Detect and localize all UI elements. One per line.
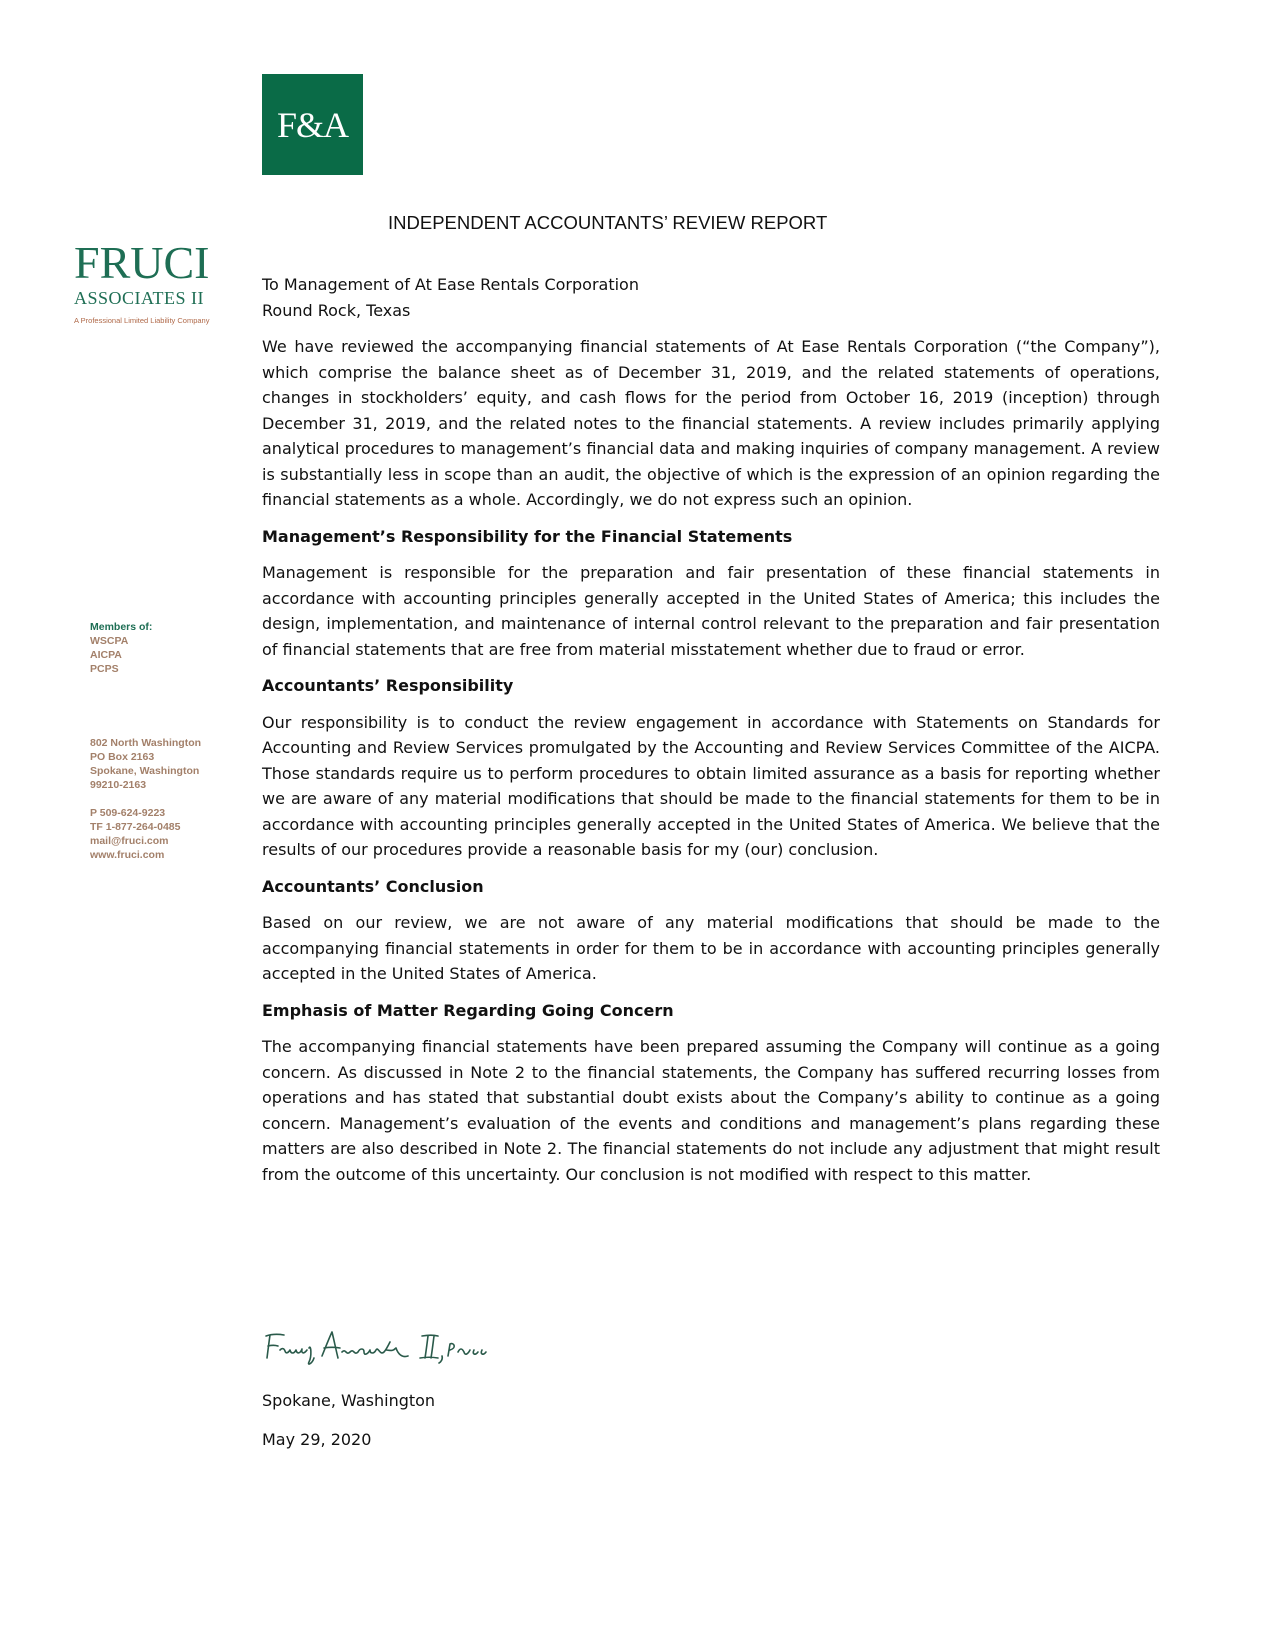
sidebar-memberships xyxy=(90,620,152,676)
intro-paragraph: We have reviewed the accompanying financial statements of At Ease Rentals Corporation (“the Company”), which comprise the balance sheet as of December 31, 2019, and the related statements of operations, changes in stockholders’ equity, and cash flows for the period from October 16, 2019 (inception) through December 31, 2019, and the related notes to the financial statements. A review includes primarily applying analytical procedures to management’s financial data and making inquiries of company management. A review is substantially less in scope than an audit, the objective of which is the expression of an opinion regarding the financial statements as a whole. Accordingly, we do not express such an opinion. xyxy=(262,337,1160,509)
section-heading: Accountants’ Responsibility xyxy=(262,676,514,695)
section-paragraph: Management is responsible for the preparation and fair presentation of these financial statements in accordance with accounting principles generally accepted in the United States of America; this includes the design, implementation, and maintenance of internal control relevant to the preparation and fair presentation of financial statements that are free from material misstatement whether due to fraud or error. xyxy=(262,563,1160,659)
section-paragraph: Based on our review, we are not aware of any material modifications that should be made to the accompanying financial statements in order for them to be in accordance with accounting principles generally accepted in the United States of America. xyxy=(262,913,1160,983)
address-line: PO Box 2163 xyxy=(90,751,155,763)
firm-brand xyxy=(74,237,234,325)
section-paragraph: Our responsibility is to conduct the review engagement in accordance with Statements on Standards for Accounting and Review Services promulgated by the Accounting and Review Services Committee of the AICPA. Those standards require us to perform procedures to obtain limited assurance as a basis for reporting whether we are aware of any material modifications that should be made to the financial statements for them to be in accordance with accounting principles generally accepted in the United States of America. We believe that the results of our procedures provide a reasonable basis for my (our) conclusion. xyxy=(262,712,1160,859)
section-paragraph: The accompanying financial statements have been prepared assuming the Company will continue as a going concern. As discussed in Note 2 to the financial statements, the Company has suffered recurring losses from operations and has stated that substantial doubt exists about the Company’s ability to continue as a going concern. Management’s evaluation of the events and conditions and management’s plans regarding these matters are also described in Note 2. The financial statements do not include any adjustment that might result from the outcome of this uncertainty. Our conclusion is not modified with respect to this matter. xyxy=(262,1037,1160,1184)
website-link[interactable]: www.fruci.com xyxy=(90,849,165,861)
signature-scribble xyxy=(262,1326,532,1370)
members-label: Members of: xyxy=(90,621,153,633)
fa-logo xyxy=(262,74,363,175)
fa-logo-text: F&A xyxy=(276,104,349,145)
addressee xyxy=(262,272,1160,323)
section-heading: Management’s Responsibility for the Financial Statements xyxy=(262,526,793,546)
addressee-line2: Round Rock, Texas xyxy=(262,300,411,320)
firm-tagline: A Professional Limited Liability Company xyxy=(74,316,210,325)
address-line: 99210-2163 xyxy=(90,779,147,791)
membership-item: WSCPA xyxy=(90,635,129,647)
signature xyxy=(262,1326,532,1370)
section-heading: Accountants’ Conclusion xyxy=(262,876,484,896)
addressee-line1: To Management of At Ease Rentals Corporation xyxy=(262,275,639,294)
membership-item: PCPS xyxy=(90,663,119,675)
report-date: May 29, 2020 xyxy=(262,1430,372,1449)
firm-name-line1: FRUCI xyxy=(74,237,210,288)
sidebar-address xyxy=(90,736,201,792)
email-link[interactable]: mail@fruci.com xyxy=(90,835,169,847)
report-title: INDEPENDENT ACCOUNTANTS’ REVIEW REPORT xyxy=(388,212,828,233)
report-body xyxy=(262,272,1160,1198)
section-heading: Emphasis of Matter Regarding Going Concern xyxy=(262,1000,674,1020)
signing-city: Spokane, Washington xyxy=(262,1391,436,1410)
membership-item: AICPA xyxy=(90,649,122,661)
sidebar-contact xyxy=(90,806,180,862)
address-line: Spokane, Washington xyxy=(90,765,200,777)
address-line: 802 North Washington xyxy=(90,737,202,749)
phone-line: P 509-624-9223 xyxy=(90,807,166,819)
tollfree-line: TF 1-877-264-0485 xyxy=(90,821,181,833)
firm-name-line2: ASSOCIATES II xyxy=(74,288,205,308)
